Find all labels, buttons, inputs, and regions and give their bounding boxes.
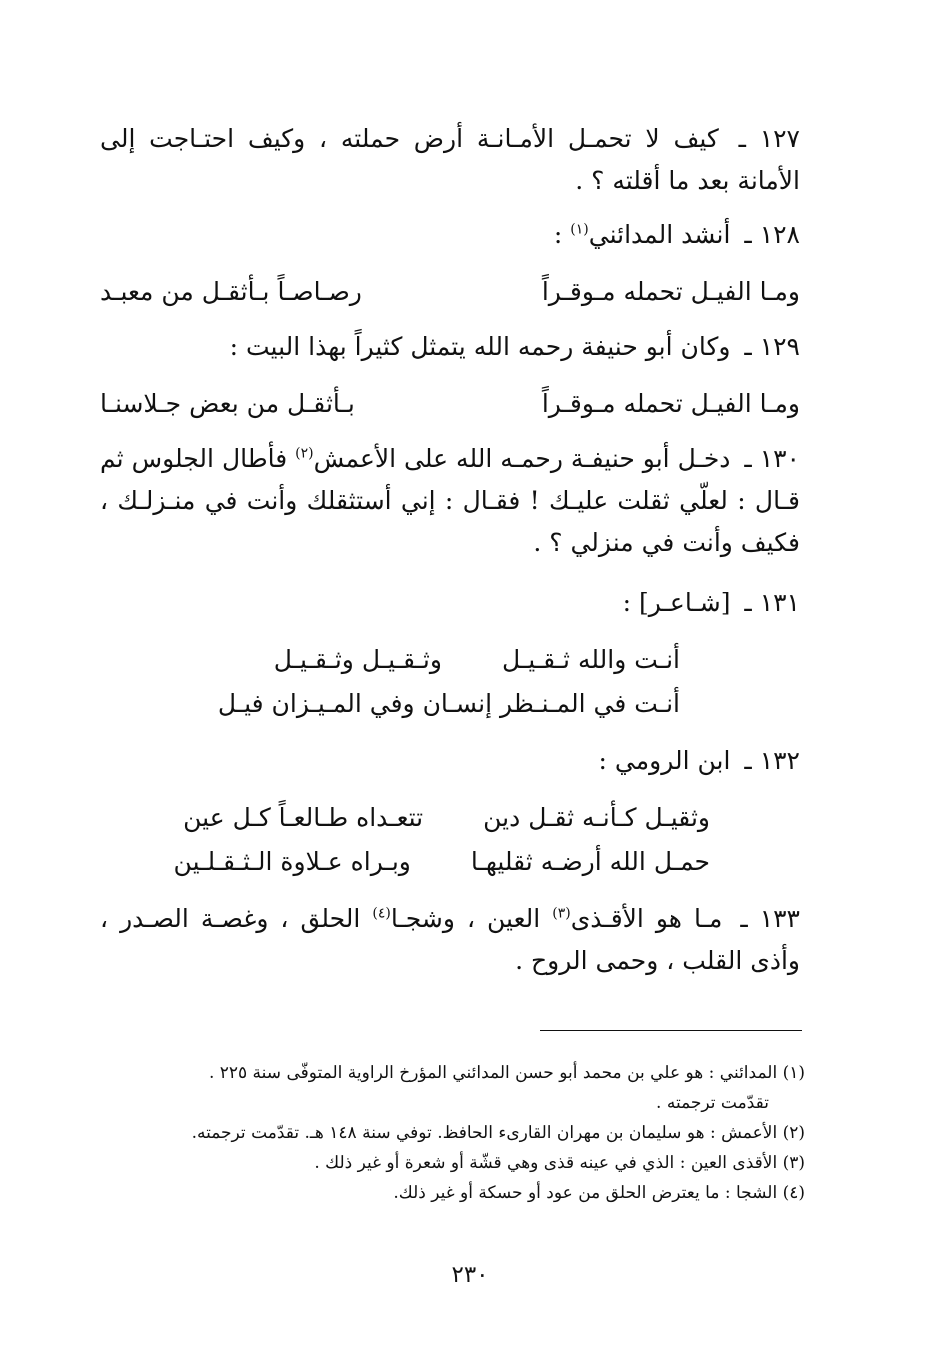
footnote-2: (٢) الأعمش : هو سليمان بن مهران القارىء الحافظ. توفي سنة ١٤٨ هـ. تقدّمت ترجمته. [191,1123,805,1143]
entry-text: وكان أبو حنيفة رحمه الله يتمثل كثيراً بهذا البيت : [229,332,731,361]
verse-second-hemistich: رصـاصـاً بـأثقـل من معبـد [100,277,362,306]
entry-131 [100,582,800,624]
entry-127 [100,118,800,202]
entry-text: كيف لا تحمـل الأمـانـة أرض حملته ، وكيف احتـاجت إلى الأمانة بعد ما أقلته ؟ . [100,124,800,195]
entry-number: ١٢٨ ـ [744,220,800,249]
entry-132 [100,740,800,782]
poem-line [100,796,710,840]
entry-text: دخـل أبو حنيفـة رحمـه الله على الأعمش [313,444,731,473]
verse-first-hemistich: أنـت والله ثـقـيـل [501,645,680,674]
entry-129 [100,326,800,368]
footnotes [100,1058,805,1208]
verse-first-hemistich: ومـا الفيـل تحمله مـوقـراً [541,277,800,306]
verse-second-hemistich: وثـقـيـل وثـقـيـل [273,645,442,674]
poem-132 [100,796,800,884]
entry-text: مـا هو الأقـذى [570,904,723,933]
entry-text: ابن الرومي : [598,746,731,775]
verse-128 [100,270,800,314]
footnote-1-continuation: تقدّمت ترجمته . [656,1093,769,1113]
page-number: ٢٣٠ [451,1262,489,1288]
footnote-4: (٤) الشجا : ما يعترض الحلق من عود أو حسكة أو غير ذلك. [393,1183,805,1203]
footnote-1: (١) المدائني : هو علي بن محمد أبو حسن المدائني المؤرخ الراوية المتوفّى سنة ٢٢٥ . [208,1063,805,1083]
main-text [100,118,800,994]
verse-second-hemistich: بـأثقـل من بعض جـلاسنـا [100,389,355,418]
verse-second-hemistich: وبـراه عـلاوة الـثـقـلـين [173,847,411,876]
entry-128 [100,214,800,256]
verse-129 [100,382,800,426]
entry-text: أنشد المدائني [588,220,731,249]
poem-line [100,682,680,726]
footnote-3: (٣) الأقذى العين : الذي في عينه قذى وهي قشّة أو شعرة أو غير ذلك . [314,1153,805,1173]
poem-line [100,840,710,884]
footnote-divider [540,1030,802,1031]
verse-full-line: أنـت في المـنـظر إنسـان وفي المـيـزان فيـل [217,689,680,718]
verse-first-hemistich: وثقيـل كـأنـه ثقـل دين [483,803,710,832]
footnote-ref: (٣) [552,905,571,922]
verse-first-hemistich: حمـل الله أرضـه ثقليهـا [470,847,710,876]
entry-130 [100,438,800,564]
entry-text-cont: العين ، وشجـا [390,904,553,933]
poem-line [100,638,680,682]
entry-133 [100,898,800,982]
entry-number: ١٣٣ ـ [740,904,800,933]
entry-number: ١٢٧ ـ [738,124,800,153]
entry-number: ١٣٢ ـ [744,746,800,775]
entry-number: ١٢٩ ـ [744,332,800,361]
entry-number: ١٣٠ ـ [744,444,800,473]
verse-first-hemistich: ومـا الفيـل تحمله مـوقـراً [541,389,800,418]
entry-number: ١٣١ ـ [744,588,800,617]
verse-second-hemistich: تتعـداه طـالعـاً كـل عين [183,803,424,832]
footnote-ref: (٢) [295,445,314,462]
footnote-ref: (٤) [372,905,391,922]
entry-text-cont: الحلق ، وغصـة الصـدر ، وأذى القلب ، وحمى الروح . [100,904,800,975]
entry-text-tail: : [553,220,571,249]
entry-text-cont: فأطال الجلوس ثم قـال : لعلّي ثقلت عليـك ! فقـال : إني أستثقلك وأنت في منـزلـك ، فكيف وأنت في منزلي ؟ . [100,444,800,557]
entry-text: [شـاعـر] : [622,588,731,617]
poem-131 [100,638,800,726]
footnote-ref: (١) [570,221,589,238]
